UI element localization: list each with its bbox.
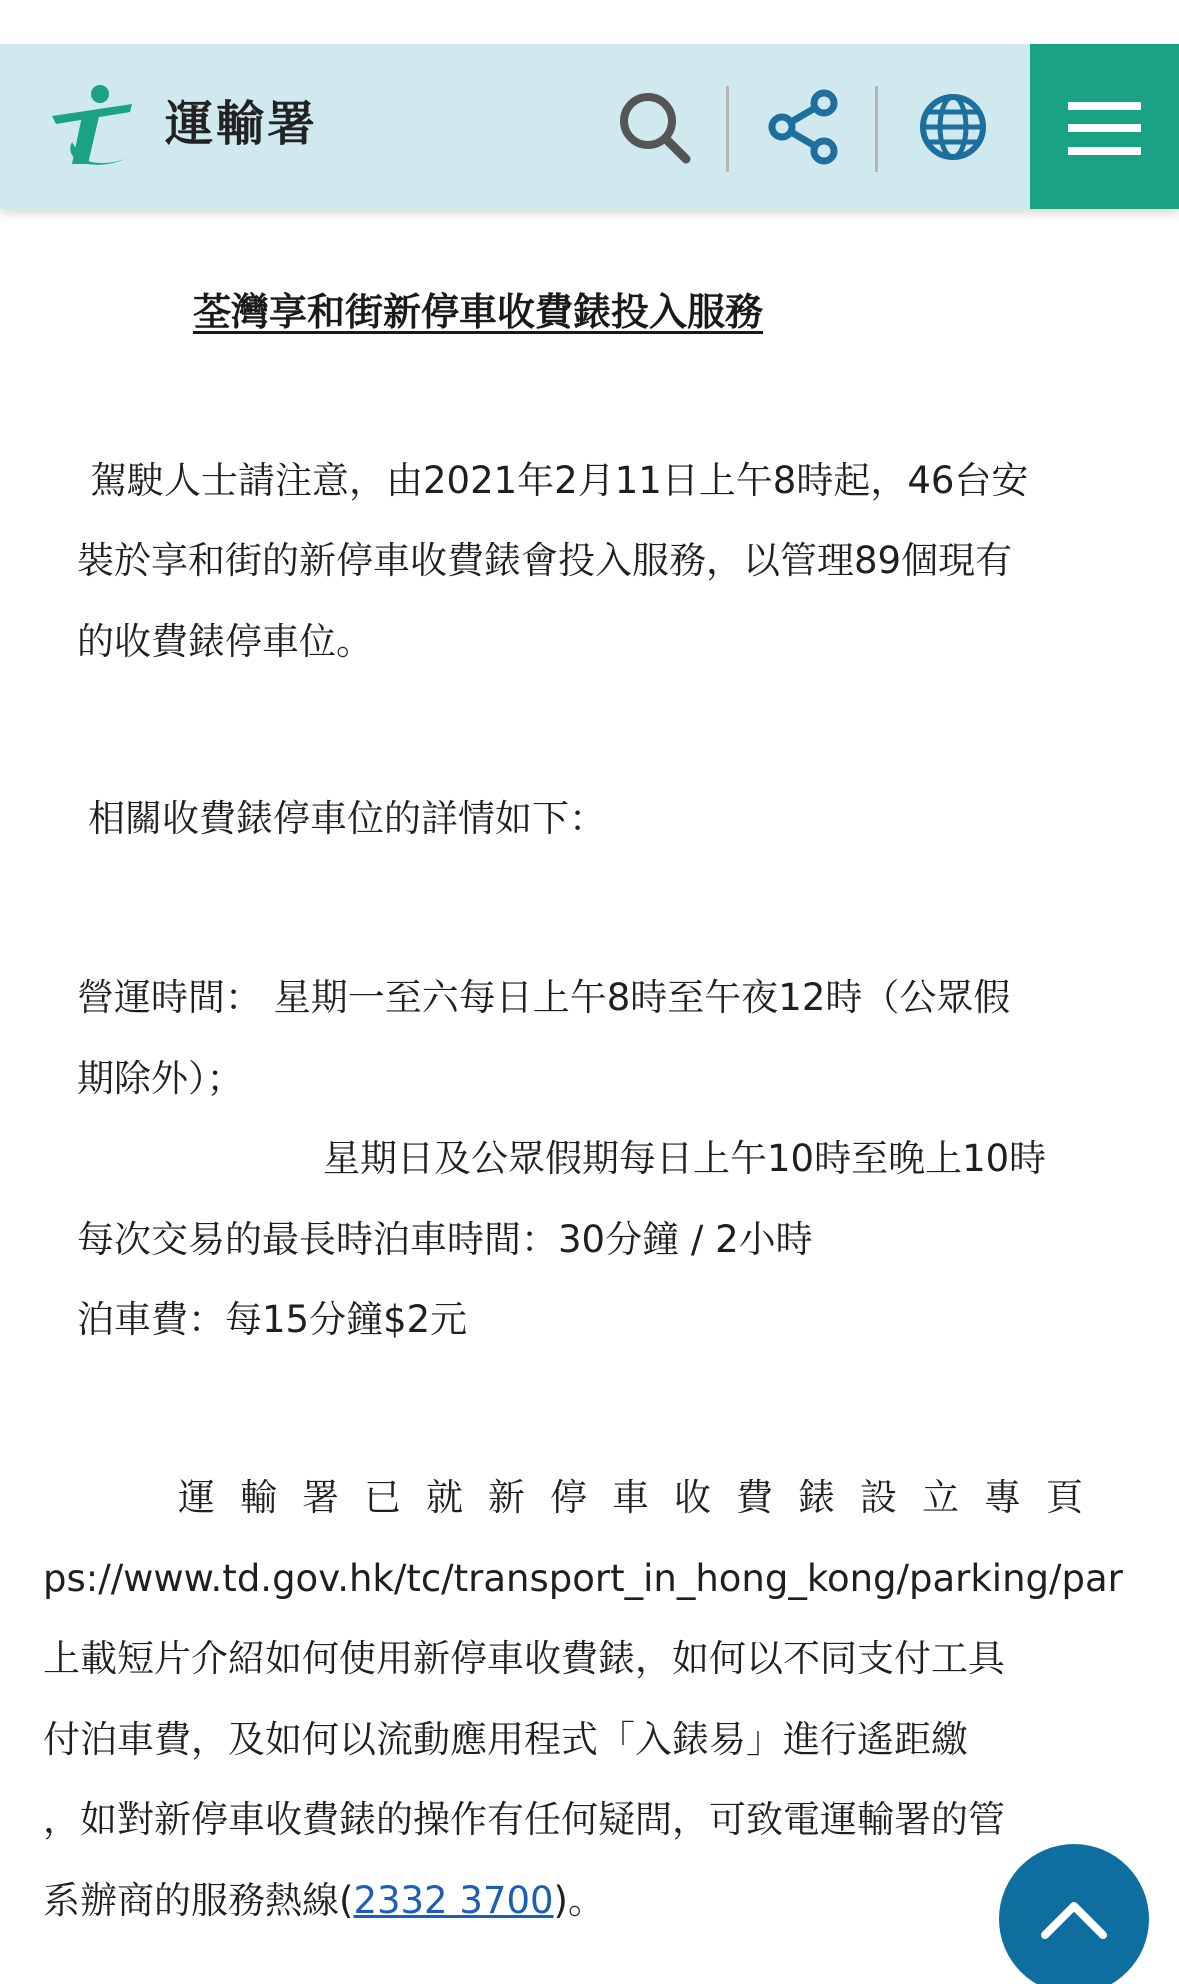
paragraph-line: 駕駛人士請注意，由2021年2月11日上午8時起，46台安 [90,459,1029,502]
paragraph-text: 系辦商的服務熱線( [43,1879,354,1922]
detail-line: 營運時間： 星期一至六每日上午8時至午夜12時（公眾假 [77,976,1011,1019]
article-title: 荃灣享和街新停車收費錶投入服務 [193,290,764,334]
detail-line: 泊車費：每15分鐘$2元 [77,1298,468,1341]
paragraph-line: 付泊車費，及如何以流動應用程式「入錶易」進行遙距繳 [43,1718,968,1761]
td-logo-icon[interactable] [42,82,142,172]
header-divider [726,86,729,172]
chevron-up-icon [1039,1897,1109,1941]
share-button[interactable] [744,44,864,209]
detail-line: 星期日及公眾假期每日上午10時至晚上10時 [323,1137,1047,1180]
paragraph-line: ，如對新停車收費錶的操作有任何疑問，可致電運輸署的管 [43,1798,1005,1841]
paragraph-line: 的收費錶停車位。 [77,620,373,663]
share-icon [768,89,840,165]
header-divider [875,86,878,172]
scroll-to-top-button[interactable] [999,1844,1149,1984]
hotline-link[interactable]: 2332 3700 [353,1879,554,1922]
menu-button[interactable] [1030,44,1179,209]
paragraph-line: ps://www.td.gov.hk/tc/transport_in_hong_kong/parking/par [43,1557,1123,1600]
language-button[interactable] [893,44,1013,209]
search-icon [616,89,692,165]
brand-name[interactable]: 運輸署 [165,96,319,152]
paragraph-line [43,1876,605,1926]
details-intro: 相關收費錶停車位的詳情如下： [88,797,606,840]
paragraph-line: 運輸署已就新停車收費錶設立專頁 [178,1476,1108,1519]
globe-icon [918,92,988,162]
paragraph-line: 上載短片介紹如何使用新停車收費錶，如何以不同支付工具 [43,1637,1005,1680]
paragraph-text: )。 [553,1879,605,1922]
site-header [0,44,1179,209]
detail-line: 每次交易的最長時泊車時間：30分鐘 / 2小時 [77,1218,813,1261]
search-button[interactable] [594,44,714,209]
paragraph-line: 裝於享和街的新停車收費錶會投入服務，以管理89個現有 [77,539,1013,582]
detail-line: 期除外）； [77,1057,244,1100]
